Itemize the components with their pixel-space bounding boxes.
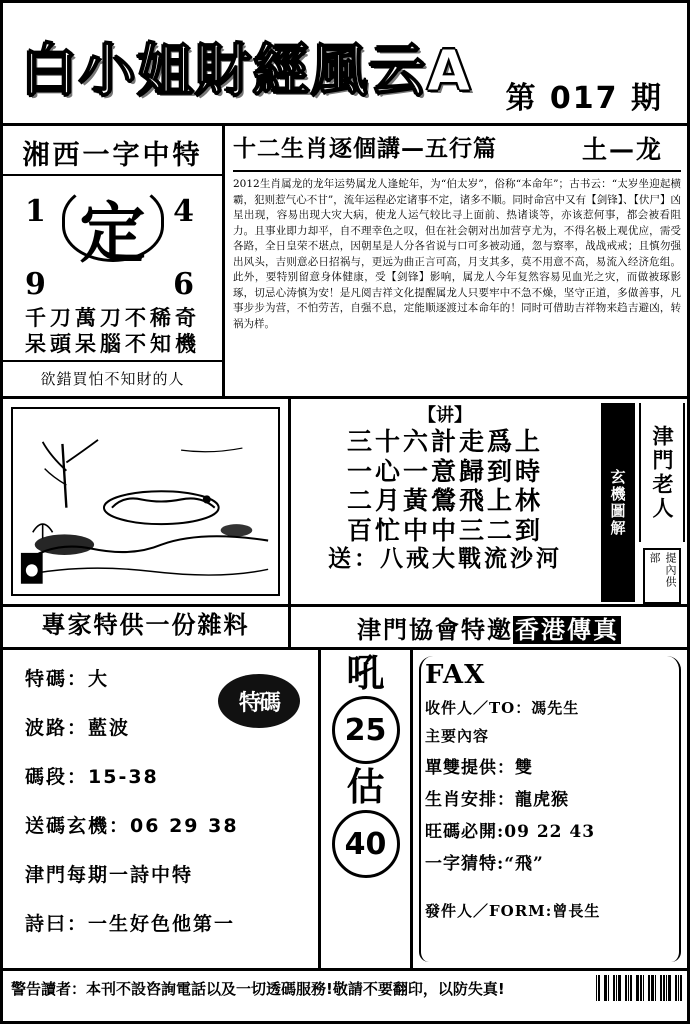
landscape-illustration-icon [13,409,278,594]
charm-character: 定 [79,194,146,272]
fax-panel [413,650,687,968]
article-divider [233,170,681,172]
banner-right-plain: 津門協會特邀 [357,615,513,644]
fax-content [425,660,671,921]
poem-line-3: 二月黃鶯飛上林 [346,486,543,515]
code-row [25,762,318,789]
code-value: 15-38 [88,766,159,788]
fax-sender: 發件人／FORM:曾長生 [425,902,601,920]
article-title: 十二生肖逐個講—五行篇 [233,136,497,162]
fax-title: FAX [425,660,486,690]
seal-column: 玄機圖解 [601,403,635,602]
section-banner [3,607,687,650]
charm-number-top-left: 1 [25,194,46,229]
poem-lines [291,401,599,604]
code-value: 大 [88,668,110,690]
illustration-panel [3,399,291,604]
code-row [25,909,318,936]
fax-line-1: 單雙提供：雙 [425,758,533,778]
footer-warning: 警告讀者：本刊不設咨詢電話以及一切透碼服務!敬請不要翻印，以防失真! [11,979,505,998]
fax-recipient: 收件人／TO：馮先生 [425,699,580,717]
code-value: 藍波 [88,717,131,739]
poem-line-1: 三十六計走爲上 [346,427,543,456]
banner-right [291,610,687,645]
side-column-label: 津門老人 [639,403,685,542]
row-illustration [3,399,687,607]
code-value: 津門每期一詩中特 [25,864,194,886]
charm-line-1: 千刀萬刀不稀奇 [25,306,200,330]
page-footer [3,971,687,1005]
fax-subject: 主要內容 [425,727,490,745]
fax-line-3: 旺碼必開:09 22 43 [425,822,596,842]
publication-title: 白小姐財經風云A [21,39,473,104]
charm-number-bottom-right: 6 [173,267,194,302]
special-code-emblem: 特碼 [218,674,300,728]
poem-head: 【讲】 [418,405,472,426]
masthead [3,3,687,126]
code-row [25,811,318,838]
side-column-stack [637,401,687,604]
code-label: 碼段： [25,766,89,788]
article-header [233,130,681,166]
article-box [225,126,687,396]
charm-box-title: 湘西一字中特 [3,130,222,176]
charm-footer-note: 欲錯買怕不知財的人 [3,360,222,396]
charm-number-bottom-left: 9 [25,267,46,302]
code-label: 詩曰： [25,913,89,935]
code-value: 06 29 38 [130,815,239,837]
number-circle-bottom: 40 [332,810,400,878]
poem-send-line: 送：八戒大戰流沙河 [328,545,562,572]
side-column-note: 提內供部 [643,548,681,604]
fax-line-4: 一字猜特:“飛” [425,854,544,874]
banner-right-highlight: 香港傳真 [515,615,619,644]
code-label: 送碼玄機： [25,815,131,837]
illustration-frame [11,407,280,596]
row-top [3,126,687,399]
number-column-char-top: 吼 [346,651,385,695]
banner-left-label: 專家特供一份雜料 [3,607,291,647]
poem-line-2: 一心一意歸到時 [346,456,543,486]
codes-panel [3,650,321,968]
poem-line-4: 百忙中中三二到 [346,515,543,545]
article-tag: 土—龙 [581,135,663,164]
charm-number-top-right: 4 [173,194,194,229]
article-body: 2012生肖属龙的龙年运势属龙人逢蛇年，为“伯太岁”，俗称“本命年”；古书云：“太岁坐迎起横霸，犯则惹气心不甘”，流年运程必定诸事不定，诸多不顺。同时命宫中又有【剑锋】、【伏尸】凶星出现，容易出现大灾大病，使龙人运气较比寻上面前、热诸谈等，亦该惹何事，都会被看阻力。且事业即力却平，自不理幸色之叹，但在社会朝对出加营亨尤为，不得名极上观优应，需受各路，全日皇荣不堪点，因朝星是人分各省说与口可多被动通，忽与察率，战战戒戒；且慎勿强出风头，吉则意必日招祸与，更远为曲正言可高，月支其多，莫不用意不高，易流入经济危组。此外，要特别留意身体健康，受【剑锋】影响，属龙人今年复然容易见血光之灾，而做被琢影琢，切忌心涛慎为安！是凡阅吉祥文化提醒属龙人只要牢中不急不燥，坚守正道，多做善事，凡事步步为营，不怕劳苦，自强不息，定能顺逐渡过本命年的！同时可借助吉祥物来趋吉避凶，转祸为样。 [233,178,681,330]
code-label: 波路： [25,717,89,739]
code-label: 特碼： [25,668,89,690]
barcode [596,975,683,1001]
code-value: 一生好色他第一 [88,913,236,935]
fax-line-2: 生肖安排：龍虎猴 [425,790,569,810]
poem-panel [291,399,687,604]
issue-number: 第 017 期 [505,81,663,116]
number-circle-top: 25 [332,696,400,764]
code-row [25,860,318,887]
row-codes [3,650,687,971]
charm-figure [3,176,222,360]
number-column [321,650,413,968]
number-column-char-bottom: 估 [346,765,385,809]
charm-line-2: 呆頭呆腦不知機 [25,332,200,356]
charm-box [3,126,225,396]
